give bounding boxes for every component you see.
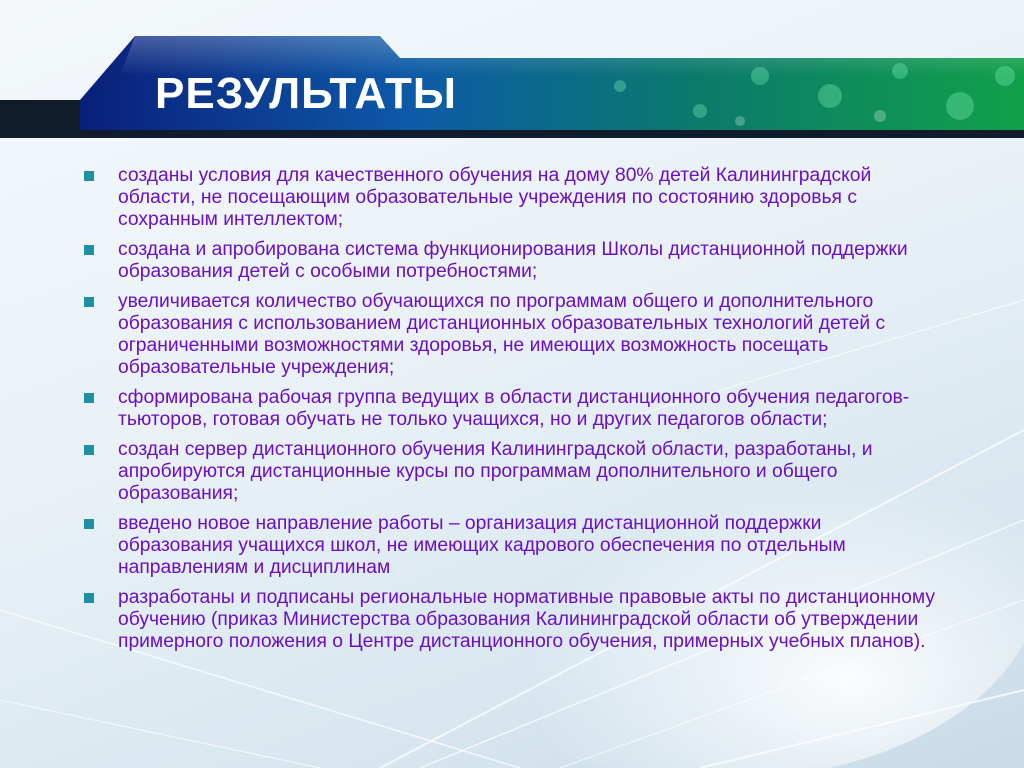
slide-title: РЕЗУЛЬТАТЫ [155, 69, 457, 118]
list-item [78, 587, 938, 653]
list-item-text: введено новое направление работы – организация дистанционной поддержки образования учащихся школ, не имеющих кадрового обеспечения по отдельным направлениям и дисциплинам [118, 513, 846, 578]
list-item [78, 513, 938, 579]
square-bullet-icon [84, 297, 94, 307]
title-banner-graphic [0, 36, 1024, 138]
list-item [78, 291, 938, 379]
square-bullet-icon [84, 171, 94, 181]
title-banner [0, 36, 1024, 138]
square-bullet-icon [84, 393, 94, 403]
list-item-text: сформирована рабочая группа ведущих в области дистанционного обучения педагогов-тьюторов, готовая обучать не только учащихся, но и других педагогов области; [118, 387, 910, 430]
list-item-text: увеличивается количество обучающихся по программам общего и дополнительного образования с использованием дистанционных образовательных технологий детей с ограниченными возможностями здоровья, не имеющих возможность посещать образовательные учреждения; [118, 291, 886, 378]
list-item-text: создан сервер дистанционного обучения Калининградской области, разработаны, и апробируются дистанционные курсы по программам дополнительного и общего образования; [118, 439, 873, 504]
list-item-text: создана и апробирована система функционирования Школы дистанционной поддержки образования детей с особыми потребностями; [118, 239, 908, 282]
results-list [78, 165, 938, 661]
list-item [78, 387, 938, 431]
square-bullet-icon [84, 245, 94, 255]
list-item [78, 439, 938, 505]
square-bullet-icon [84, 593, 94, 603]
list-item [78, 165, 938, 231]
list-item [78, 239, 938, 283]
square-bullet-icon [84, 519, 94, 529]
list-item-text: созданы условия для качественного обучения на дому 80% детей Калининградской области, не посещающим образовательные учреждения по состоянию здоровья с сохранным интеллектом; [118, 165, 872, 230]
list-item-text: разработаны и подписаны региональные нормативные правовые акты по дистанционному обучению (приказ Министерства образования Калининградской области об утверждении примерного положения о Центре дистанционного обучения, примерных учебных планов). [118, 587, 936, 652]
square-bullet-icon [84, 445, 94, 455]
